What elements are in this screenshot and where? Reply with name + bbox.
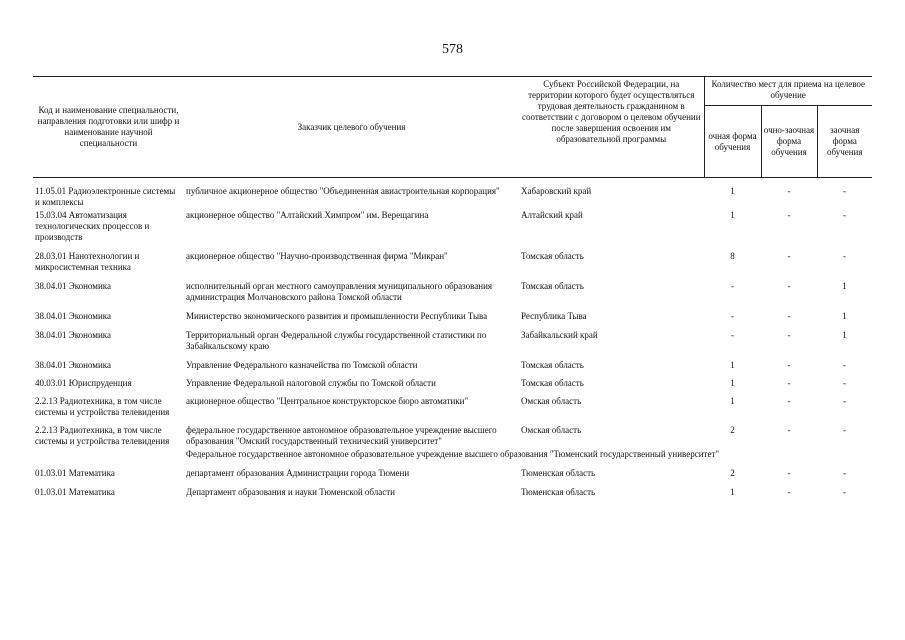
table-row [33, 460, 872, 479]
header-extramural: заочная форма обучения [817, 106, 872, 178]
cell-full-time: 2 [730, 425, 735, 435]
cell-customer: департамент образования Администрации города Тюмени [186, 468, 410, 478]
cell-full-time: 1 [730, 186, 735, 196]
cell-code: 40.03.01 Юриспруденция [35, 378, 132, 388]
cell-code: 28.03.01 Нанотехнологии и микросистемная техника [35, 251, 140, 272]
cell-customer: Управление Федерального казначейства по Томской области [186, 360, 418, 370]
cell-extramural: - [843, 468, 846, 478]
cell-full-time: - [731, 281, 734, 291]
header-part-time: очно-заочная форма обучения [761, 106, 817, 178]
cell-part-time: - [787, 186, 791, 196]
cell-customer: акционерное общество "Научно-производственная фирма "Микран" [186, 251, 448, 261]
cell-code: 38.04.01 Экономика [35, 360, 111, 370]
cell-code: 01.03.01 Математика [35, 487, 115, 497]
cell-code: 15.03.04 Автоматизация технологических процессов и производств [35, 210, 150, 242]
target-admission-table [33, 76, 872, 498]
cell-customer: публичное акционерное общество "Объединенная авиастроительная корпорация" [186, 186, 500, 196]
cell-part-time: - [787, 360, 791, 370]
cell-customer: федеральное государственное автономное образовательное учреждение высшего образования "Омский государственный технический университет" [186, 425, 497, 446]
cell-part-time: - [787, 210, 791, 220]
cell-customer: акционерное общество "Алтайский Химпром" им. Верещагина [186, 210, 429, 220]
header-places: Количество мест для приема на целевое обучение [704, 77, 872, 106]
cell-customer: Министерство экономического развития и промышленности Республики Тыва [186, 311, 488, 321]
cell-code: 2.2.13 Радиотехника, в том числе системы и устройства телевидения [35, 425, 170, 446]
table-row [33, 418, 872, 447]
cell-customer: Территориальный орган Федеральной службы государственной статистики по Забайкальскому краю [186, 330, 487, 351]
cell-region: Забайкальский край [521, 330, 598, 340]
cell-region: Томская область [521, 251, 584, 261]
section-title: Федеральное государственное автономное образовательное учреждение высшего образования "Тюменский государственный университет" [185, 449, 720, 459]
cell-customer: акционерное общество "Центральное конструкторское бюро автоматики" [186, 396, 469, 406]
header-full-time: очная форма обучения [704, 106, 761, 178]
cell-region: Томская область [521, 378, 584, 388]
table-row [33, 184, 872, 208]
cell-full-time: - [731, 311, 734, 321]
cell-full-time: 2 [730, 468, 735, 478]
table-row [33, 479, 872, 498]
cell-region: Алтайский край [521, 210, 583, 220]
cell-full-time: 1 [730, 487, 735, 497]
cell-full-time: 1 [730, 378, 735, 388]
cell-code: 01.03.01 Математика [35, 468, 115, 478]
header-region: Субъект Российской Федерации, на территории которого будет осуществляться трудовая деятельность гражданином в соответствии с договором о целевом обучении после завершения освоения им образовательной программы [519, 77, 704, 178]
table-row [33, 303, 872, 322]
cell-full-time: 1 [730, 396, 735, 406]
cell-part-time: - [787, 281, 791, 291]
table-row [33, 208, 872, 243]
cell-extramural: - [843, 378, 846, 388]
cell-region: Омская область [521, 396, 582, 406]
cell-code: 38.04.01 Экономика [35, 281, 111, 291]
cell-extramural: - [843, 210, 846, 220]
cell-customer: Департамент образования и науки Тюменской области [186, 487, 395, 497]
cell-region: Томская область [521, 360, 584, 370]
cell-full-time: 1 [730, 360, 735, 370]
cell-region: Республика Тыва [521, 311, 587, 321]
table-row [33, 322, 872, 352]
cell-full-time: 1 [730, 210, 735, 220]
table-row [33, 389, 872, 418]
page-number: 578 [442, 42, 463, 57]
cell-part-time: - [787, 251, 791, 261]
table-row [33, 273, 872, 303]
cell-customer: исполнительный орган местного самоуправления муниципального образования администрация Молчановского района Томской области [186, 281, 493, 302]
cell-extramural: - [843, 360, 846, 370]
cell-full-time: 8 [730, 251, 735, 261]
cell-extramural: 1 [842, 330, 847, 340]
cell-customer: Управление Федеральной налоговой службы по Томской области [186, 378, 436, 388]
cell-part-time: - [787, 425, 791, 435]
cell-region: Хабаровский край [521, 186, 592, 196]
cell-extramural: 1 [842, 281, 847, 291]
cell-extramural: - [843, 396, 846, 406]
cell-code: 38.04.01 Экономика [35, 330, 111, 340]
cell-region: Омская область [521, 425, 582, 435]
cell-extramural: - [843, 186, 846, 196]
cell-part-time: - [787, 330, 791, 340]
cell-extramural: - [843, 487, 846, 497]
table-row [33, 243, 872, 273]
header-code: Код и наименование специальности, направления подготовки или шифр и наименование научной специальности [33, 77, 184, 178]
cell-full-time: - [731, 330, 734, 340]
cell-extramural: - [843, 425, 846, 435]
cell-code: 38.04.01 Экономика [35, 311, 111, 321]
cell-region: Тюменская область [521, 487, 596, 497]
cell-part-time: - [787, 487, 791, 497]
cell-region: Тюменская область [521, 468, 596, 478]
cell-part-time: - [787, 311, 791, 321]
cell-code: 2.2.13 Радиотехника, в том числе системы и устройства телевидения [35, 396, 170, 417]
cell-code: 11.05.01 Радиоэлектронные системы и комплексы [35, 186, 176, 207]
cell-region: Томская область [521, 281, 584, 291]
cell-part-time: - [787, 378, 791, 388]
cell-extramural: 1 [842, 311, 847, 321]
table-row [33, 352, 872, 371]
section-heading-row [33, 447, 872, 460]
cell-part-time: - [787, 468, 791, 478]
cell-extramural: - [843, 251, 846, 261]
table-row [33, 371, 872, 389]
header-customer: Заказчик целевого обучения [184, 77, 519, 178]
cell-part-time: - [787, 396, 791, 406]
